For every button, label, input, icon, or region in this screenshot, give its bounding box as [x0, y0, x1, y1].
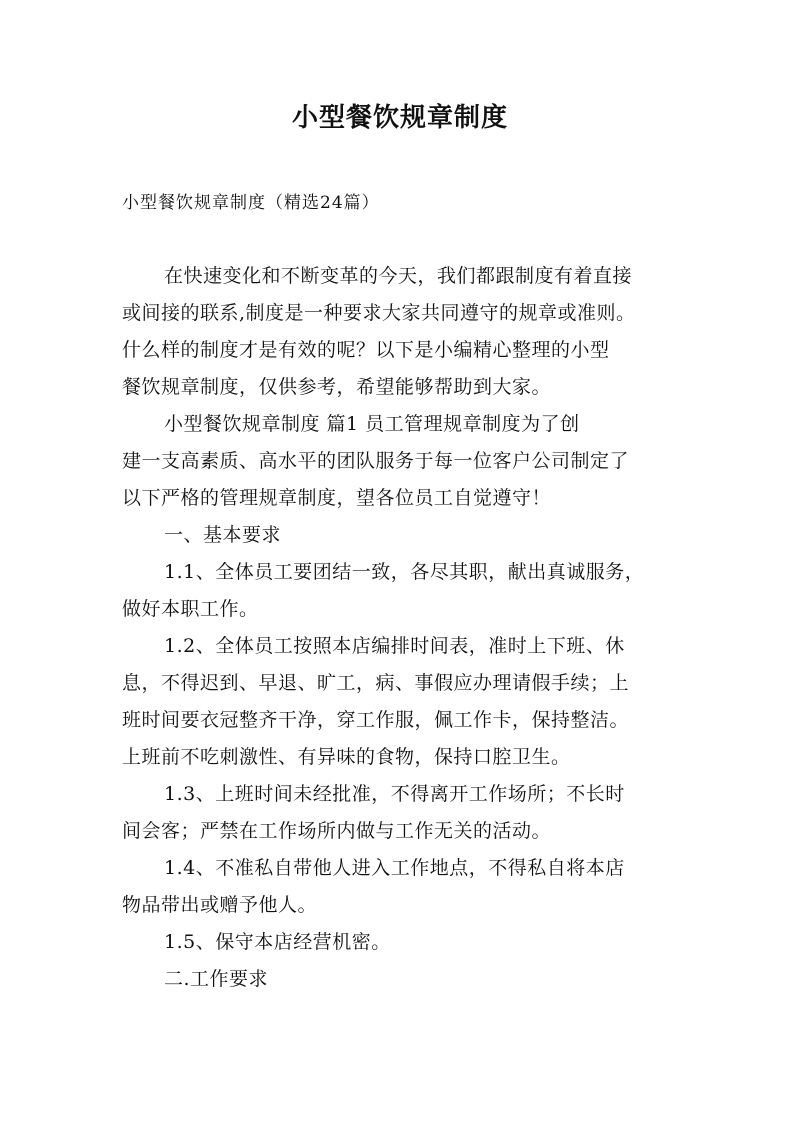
section-heading: 一、基本要求 — [164, 524, 282, 546]
document-body — [122, 258, 702, 998]
paragraph-line: 或间接的联系,制度是一种要求大家共同遵守的规章或准则。 — [122, 302, 636, 324]
paragraph-line: 建一支高素质、高水平的团队服务于每一位客户公司制定了 — [122, 450, 630, 472]
paragraph-line: 1.2、全体员工按照本店编排时间表，准时上下班、休 — [164, 635, 625, 657]
document-title: 小型餐饮规章制度 — [291, 103, 508, 133]
paragraph-line: 1.4、不准私自带他人进入工作地点，不得私自将本店 — [164, 857, 625, 879]
paragraph-line: 物品带出或赠予他人。 — [122, 894, 318, 916]
paragraph-line: 在快速变化和不断变革的今天，我们都跟制度有着直接 — [164, 265, 633, 287]
section-heading: 二.工作要求 — [164, 968, 269, 990]
paragraph-line: 小型餐饮规章制度 篇1 员工管理规章制度为了创 — [164, 413, 580, 435]
paragraph-line: 间会客；严禁在工作场所内做与工作无关的活动。 — [122, 820, 552, 842]
paragraph-line: 1.1、全体员工要团结一致，各尽其职，献出真诚服务， — [164, 561, 645, 583]
paragraph-line: 餐饮规章制度，仅供参考，希望能够帮助到大家。 — [122, 376, 552, 398]
document-subtitle: 小型餐饮规章制度（精选24篇） — [122, 193, 380, 213]
paragraph-line: 做好本职工作。 — [122, 598, 259, 620]
paragraph-line: 1.5、保守本店经营机密。 — [164, 931, 391, 953]
paragraph-line: 什么样的制度才是有效的呢？以下是小编精心整理的小型 — [122, 339, 610, 361]
paragraph-line: 上班前不吃刺激性、有异味的食物，保持口腔卫生。 — [122, 746, 571, 768]
paragraph-line: 班时间要衣冠整齐干净，穿工作服，佩工作卡，保持整洁。 — [122, 709, 630, 731]
paragraph-line: 以下严格的管理规章制度，望各位员工自觉遵守！ — [122, 487, 552, 509]
paragraph-line: 1.3、上班时间未经批准，不得离开工作场所；不长时 — [164, 783, 625, 805]
paragraph-line: 息，不得迟到、早退、旷工，病、事假应办理请假手续；上 — [122, 672, 630, 694]
